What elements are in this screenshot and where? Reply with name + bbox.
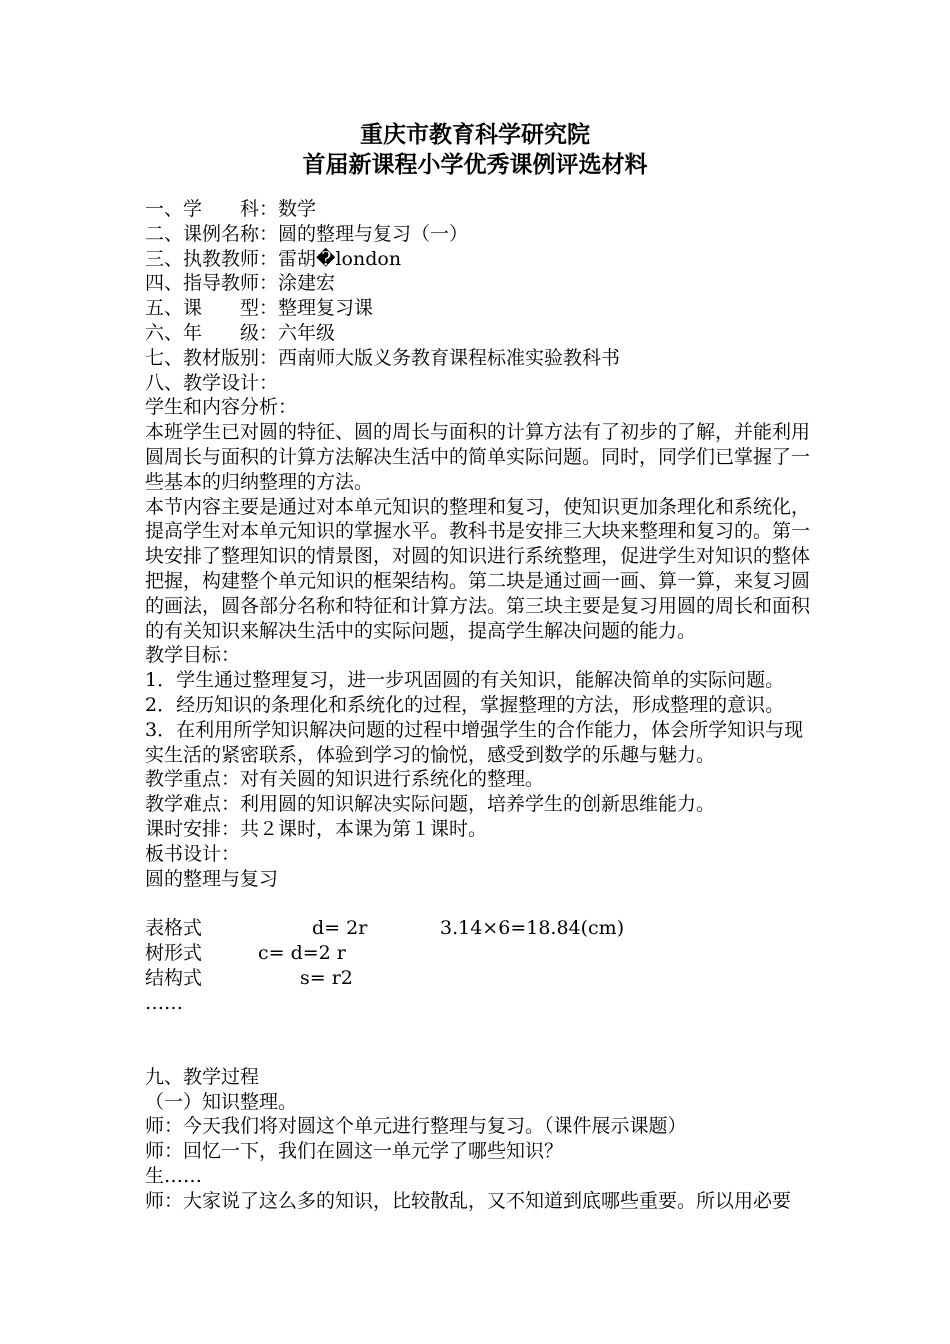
dialogue-line: 生……: [145, 1165, 203, 1188]
info-subject: 一、学 科：数学: [145, 198, 317, 220]
document-body: [145, 197, 810, 1214]
info-teacher: 三、执教教师：雷胡�london: [145, 247, 402, 270]
dialogue-line: 师：今天我们将对圆这个单元进行整理与复习。（课件展示课题）: [145, 1115, 687, 1138]
board-row-calc: 3.14×6=18.84(cm): [440, 917, 625, 940]
analysis-paragraph-1: 本班学生已对圆的特征、圆的周长与面积的计算方法有了初步的了解，并能利用圆周长与面积的计算方法解决生活中的简单实际问题。同时，同学们已掌握了一些基本的归纳整理的方法。: [145, 421, 811, 493]
board-row: [145, 966, 810, 991]
info-design: 八、教学设计：: [145, 371, 279, 394]
document-header: [0, 120, 950, 180]
key-point: 教学重点：对有关圆的知识进行系统化的整理。: [145, 768, 545, 791]
analysis-heading: 学生和内容分析：: [145, 396, 298, 419]
analysis-paragraph-2: 本节内容主要是通过对本单元知识的整理和复习，使知识更加条理化和系统化，提高学生对本单元知识的掌握水平。教科书是安排三大块来整理和复习的。第一块安排了整理知识的情景图，对圆的知识进行系统整理，促进学生对知识的整体把握，构建整个单元知识的框架结构。第二块是通过画一画、算一算，来复习圆的画法，圆各部分名称和特征和计算方法。第三块主要是复习用圆的周长和面积的有关知识来解决生活中的实际问题，提高学生解决问题的能力。: [145, 495, 811, 642]
info-grade: 六、年 级：六年级: [145, 321, 336, 344]
info-textbook: 七、教材版别：西南师大版义务教育课程标准实验教科书: [145, 346, 621, 369]
board-ellipsis: ……: [145, 991, 183, 1014]
board-row-formula: c= d=2 r: [258, 941, 346, 964]
goal-item-1: 1．学生通过整理复习，进一步巩固圆的有关知识，能解决简单的实际问题。: [145, 669, 785, 692]
info-lesson-name: 二、课例名称：圆的整理与复习（一）: [145, 222, 469, 245]
process-heading: 九、教学过程: [145, 1065, 260, 1088]
dialogue-line: 师：回忆一下，我们在圆这一单元学了哪些知识？: [145, 1140, 564, 1163]
spacer: [145, 891, 810, 916]
spacer: [145, 1015, 810, 1040]
info-lesson-type: 五、课 型：整理复习课: [145, 297, 374, 320]
schedule: 课时安排：共２课时，本课为第１课时。: [145, 817, 488, 840]
dialogue-line: 师：大家说了这么多的知识，比较散乱，又不知道到底哪些重要。所以用必要: [145, 1189, 792, 1212]
board-row-label: 结构式: [145, 966, 203, 989]
board-row-label: 表格式: [145, 917, 203, 940]
board-row: [145, 941, 810, 966]
board-row: [145, 916, 810, 941]
board-heading: 板书设计：: [145, 842, 241, 865]
board-title: 圆的整理与复习: [145, 867, 279, 890]
title-institute: 重庆市教育科学研究院: [360, 121, 590, 148]
spacer: [145, 1040, 810, 1065]
goal-item-2: 2．经历知识的条理化和系统化的过程，掌握整理的方法，形成整理的意识。: [145, 693, 785, 716]
board-row-formula: s= r2: [300, 966, 353, 989]
goals-heading: 教学目标：: [145, 644, 241, 667]
board-row-label: 树形式: [145, 941, 203, 964]
process-subheading: （一）知识整理。: [145, 1090, 298, 1113]
board-row-formula: d= 2r: [312, 917, 368, 940]
title-event: 首届新课程小学优秀课例评选材料: [302, 151, 648, 178]
info-instructor: 四、指导教师：涂建宏: [145, 272, 336, 295]
goal-item-3: 3．在利用所学知识解决问题的过程中增强学生的合作能力，体会所学知识与现实生活的紧密联系，体验到学习的愉悦，感受到数学的乐趣与魅力。: [145, 718, 804, 766]
difficulty: 教学难点：利用圆的知识解决实际问题，培养学生的创新思维能力。: [145, 793, 716, 816]
